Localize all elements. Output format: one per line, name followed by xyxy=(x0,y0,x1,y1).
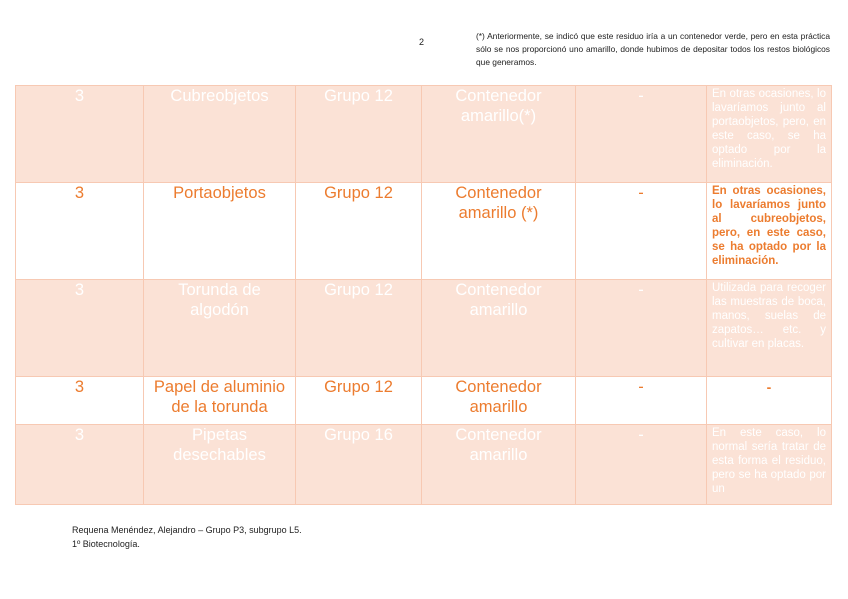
cell-item: Torunda de algodón xyxy=(144,280,296,377)
cell-notes: - xyxy=(707,377,832,425)
cell-notes: En este caso, lo normal sería tratar de esta forma el residuo, pero se ha optado por un xyxy=(707,425,832,505)
cell-dash: - xyxy=(576,377,707,425)
cell-group: Grupo 12 xyxy=(296,377,422,425)
cell-group: Grupo 12 xyxy=(296,86,422,183)
cell-number: 3 xyxy=(16,280,144,377)
cell-container: Contenedor amarillo(*) xyxy=(422,86,576,183)
cell-notes: Utilizada para recoger las muestras de boca, manos, suelas de zapatos… etc. y cultivar en placas. xyxy=(707,280,832,377)
cell-container: Contenedor amarillo xyxy=(422,377,576,425)
cell-item: Cubreobjetos xyxy=(144,86,296,183)
footer xyxy=(72,523,302,551)
table-row xyxy=(16,183,832,280)
cell-notes: En otras ocasiones, lo lavaríamos junto al cubreobjetos, pero, en este caso, se ha optado por la eliminación. xyxy=(707,183,832,280)
page-number: 2 xyxy=(419,37,425,47)
cell-dash: - xyxy=(576,183,707,280)
table-row xyxy=(16,280,832,377)
course-line: 1º Biotecnología. xyxy=(72,539,140,549)
waste-table xyxy=(15,85,832,505)
cell-group: Grupo 12 xyxy=(296,183,422,280)
cell-notes: En otras ocasiones, lo lavaríamos junto al portaobjetos, pero, en este caso, se ha optado por la eliminación. xyxy=(707,86,832,183)
table-row xyxy=(16,425,832,505)
cell-item: Papel de aluminio de la torunda xyxy=(144,377,296,425)
cell-number: 3 xyxy=(16,183,144,280)
cell-container: Contenedor amarillo xyxy=(422,425,576,505)
table-row xyxy=(16,377,832,425)
cell-number: 3 xyxy=(16,377,144,425)
cell-item: Pipetas desechables xyxy=(144,425,296,505)
author-line: Requena Menéndez, Alejandro – Grupo P3, subgrupo L5. xyxy=(72,525,302,535)
cell-container: Contenedor amarillo xyxy=(422,280,576,377)
footnote: (*) Anteriormente, se indicó que este residuo iría a un contenedor verde, pero en esta práctica sólo se nos proporcionó uno amarillo, donde hubimos de depositar todos los restos biológicos que generamos. xyxy=(476,31,830,67)
cell-group: Grupo 16 xyxy=(296,425,422,505)
cell-dash: - xyxy=(576,425,707,505)
cell-item: Portaobjetos xyxy=(144,183,296,280)
cell-group: Grupo 12 xyxy=(296,280,422,377)
cell-dash: - xyxy=(576,86,707,183)
cell-container: Contenedor amarillo (*) xyxy=(422,183,576,280)
cell-dash: - xyxy=(576,280,707,377)
table-row xyxy=(16,86,832,183)
cell-number: 3 xyxy=(16,425,144,505)
cell-number: 3 xyxy=(16,86,144,183)
